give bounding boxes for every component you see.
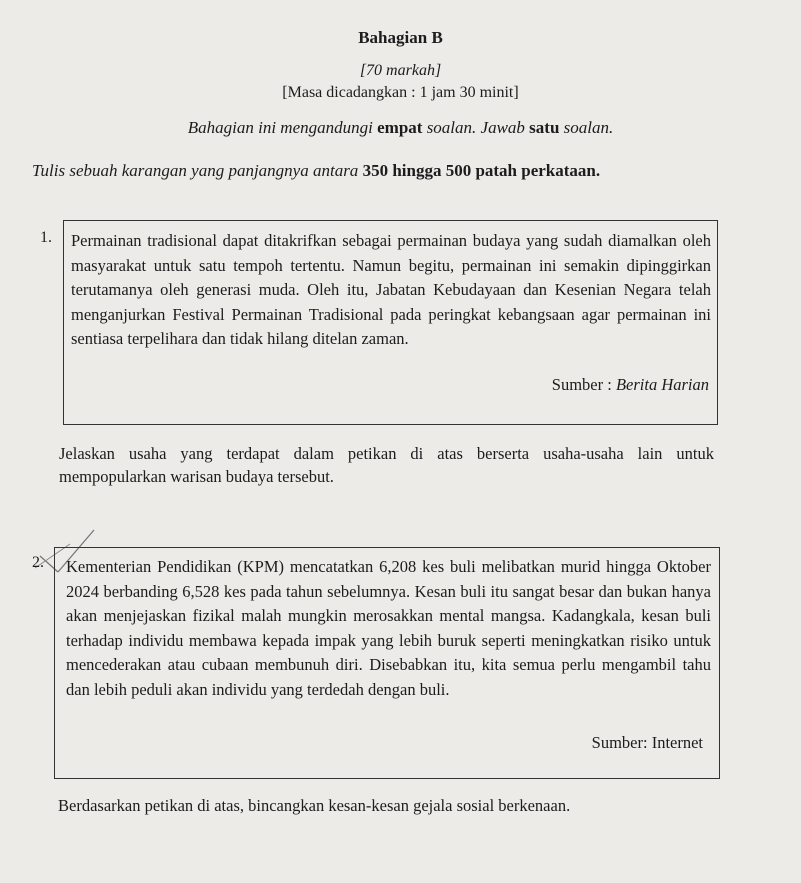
question-2-passage: Kementerian Pendidikan (KPM) mencatatkan 6,208 kes buli melibatkan murid hingga Oktober 2024 berbanding 6,528 kes pada tahun sebelumnya. Kesan buli itu sangat besar dan bukan hanya akan menjejaskan fizikal malah mungkin merosakkan mental mangsa. Kadangkala, kesan buli terhadap individu membawa kepada impak yang lebih buruk seperti meningkatkan risiko untuk mencederakan atau cubaan membunuh diri. Disebabkan itu, kita semua perlu mengambil tahu dan lebih peduli akan individu yang terdedah dengan buli. <box>66 557 711 699</box>
question-1-number: 1. <box>40 229 52 246</box>
instruction-line-1: Bahagian ini mengandungi empat soalan. Jawab satu soalan. <box>187 118 614 137</box>
question-1-passage: Permainan tradisional dapat ditakrifkan sebagai permainan budaya yang sudah diamalkan oleh masyarakat untuk satu tempoh tertentu. Namun begitu, permainan ini semakin dipinggirkan terutamanya oleh generasi muda. Oleh itu, Jabatan Kebudayaan dan Kesenian Negara telah menganjurkan Festival Permainan Tradisional pada peringkat kebangsaan agar permainan ini sentiasa terpelihara dan tidak hilang ditelan zaman. <box>71 231 711 348</box>
question-2-prompt: Berdasarkan petikan di atas, bincangkan kesan-kesan gejala sosial berkenaan. <box>58 796 571 815</box>
suggested-time: [Masa dicadangkan : 1 jam 30 minit] <box>282 84 519 101</box>
question-2-number: 2. <box>32 554 44 571</box>
question-2-source: Sumber: Internet <box>591 733 703 752</box>
total-marks: [70 markah] <box>359 62 442 79</box>
question-1-prompt: Jelaskan usaha yang terdapat dalam petikan di atas berserta usaha-usaha lain untuk mempopularkan warisan budaya tersebut. <box>59 444 714 486</box>
question-1-source: Sumber : Berita Harian <box>551 375 709 394</box>
section-title: Bahagian B <box>358 28 443 47</box>
instruction-line-2: Tulis sebuah karangan yang panjangnya antara 350 hingga 500 patah perkataan. <box>32 161 601 180</box>
